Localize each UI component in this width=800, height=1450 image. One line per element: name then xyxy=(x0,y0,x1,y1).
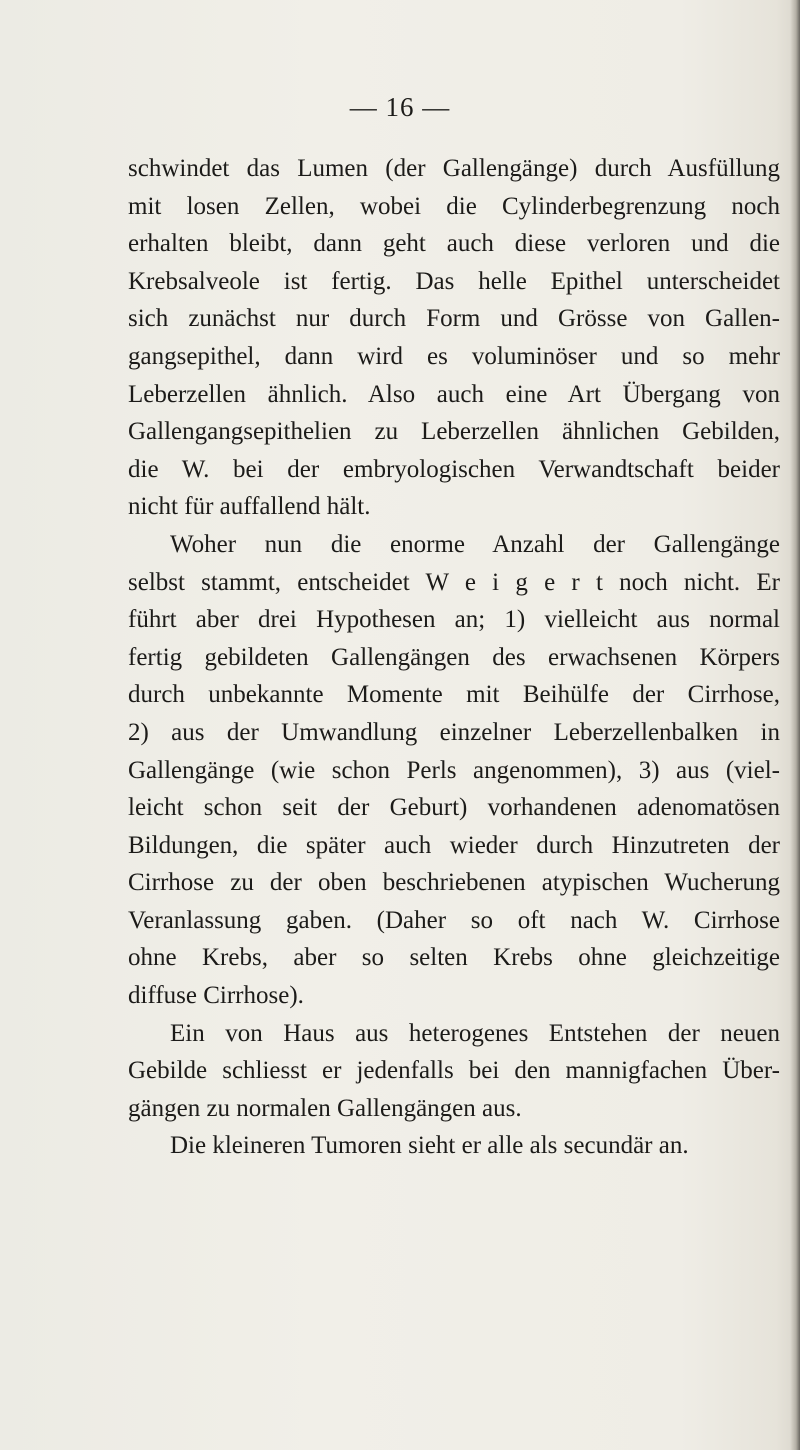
text-line: mit losen Zellen, wobei die Cylinderbegrenzung noch xyxy=(128,192,780,220)
page-edge-shadow xyxy=(790,0,800,1450)
text-line: leicht schon seit der Geburt) vorhandenen adenomatösen xyxy=(128,794,780,822)
text-line: Bildungen, die später auch wieder durch Hinzutreten der xyxy=(128,831,780,859)
text-line: nicht für auffallend hält. xyxy=(128,493,371,521)
text-line: gangsepithel, dann wird es voluminöser und so mehr xyxy=(128,342,780,370)
text-line: Leberzellen ähnlich. Also auch eine Art Übergang von xyxy=(128,380,780,408)
body-text xyxy=(128,150,780,1165)
text-line: durch unbekannte Momente mit Beihülfe der Cirrhose, xyxy=(128,681,780,709)
text-line: ohne Krebs, aber so selten Krebs ohne gleichzeitige xyxy=(128,944,780,972)
text-line: 2) aus der Umwandlung einzelner Leberzellenbalken in xyxy=(128,718,780,746)
text-line: Woher nun die enorme Anzahl der Gallengänge xyxy=(170,530,780,558)
text-line: gängen zu normalen Gallengängen aus. xyxy=(128,1094,522,1122)
text-line: Gebilde schliesst er jedenfalls bei den mannigfachen Über- xyxy=(128,1057,780,1085)
text-line: die W. bei der embryologischen Verwandtschaft beider xyxy=(128,455,780,483)
text-line: Ein von Haus aus heterogenes Entstehen der neuen xyxy=(170,1019,780,1047)
text-line: diffuse Cirrhose). xyxy=(128,982,304,1010)
text-line: Veranlassung gaben. (Daher so oft nach W. Cirrhose xyxy=(128,906,780,934)
text-line: erhalten bleibt, dann geht auch diese verloren und die xyxy=(128,230,780,258)
text-line: sich zunächst nur durch Form und Grösse von Gallen- xyxy=(128,305,780,333)
text-line: Cirrhose zu der oben beschriebenen atypischen Wucherung xyxy=(128,869,780,897)
text-line: Gallengänge (wie schon Perls angenommen), 3) aus (viel- xyxy=(128,756,780,784)
text-line: Gallengangsepithelien zu Leberzellen ähnlichen Gebilden, xyxy=(128,418,780,446)
text-line: Krebsalveole ist fertig. Das helle Epithel unterscheidet xyxy=(128,267,780,295)
text-line: schwindet das Lumen (der Gallengänge) durch Ausfüllung xyxy=(128,155,780,182)
text-line: fertig gebildeten Gallengängen des erwachsenen Körpers xyxy=(128,643,780,671)
text-line: Die kleineren Tumoren sieht er alle als secundär an. xyxy=(170,1132,689,1160)
text-line: selbst stammt, entscheidet W e i g e r t noch nicht. Er xyxy=(128,568,780,596)
text-line: führt aber drei Hypothesen an; 1) vielleicht aus normal xyxy=(128,606,780,634)
page-number: — 16 — xyxy=(349,92,451,122)
